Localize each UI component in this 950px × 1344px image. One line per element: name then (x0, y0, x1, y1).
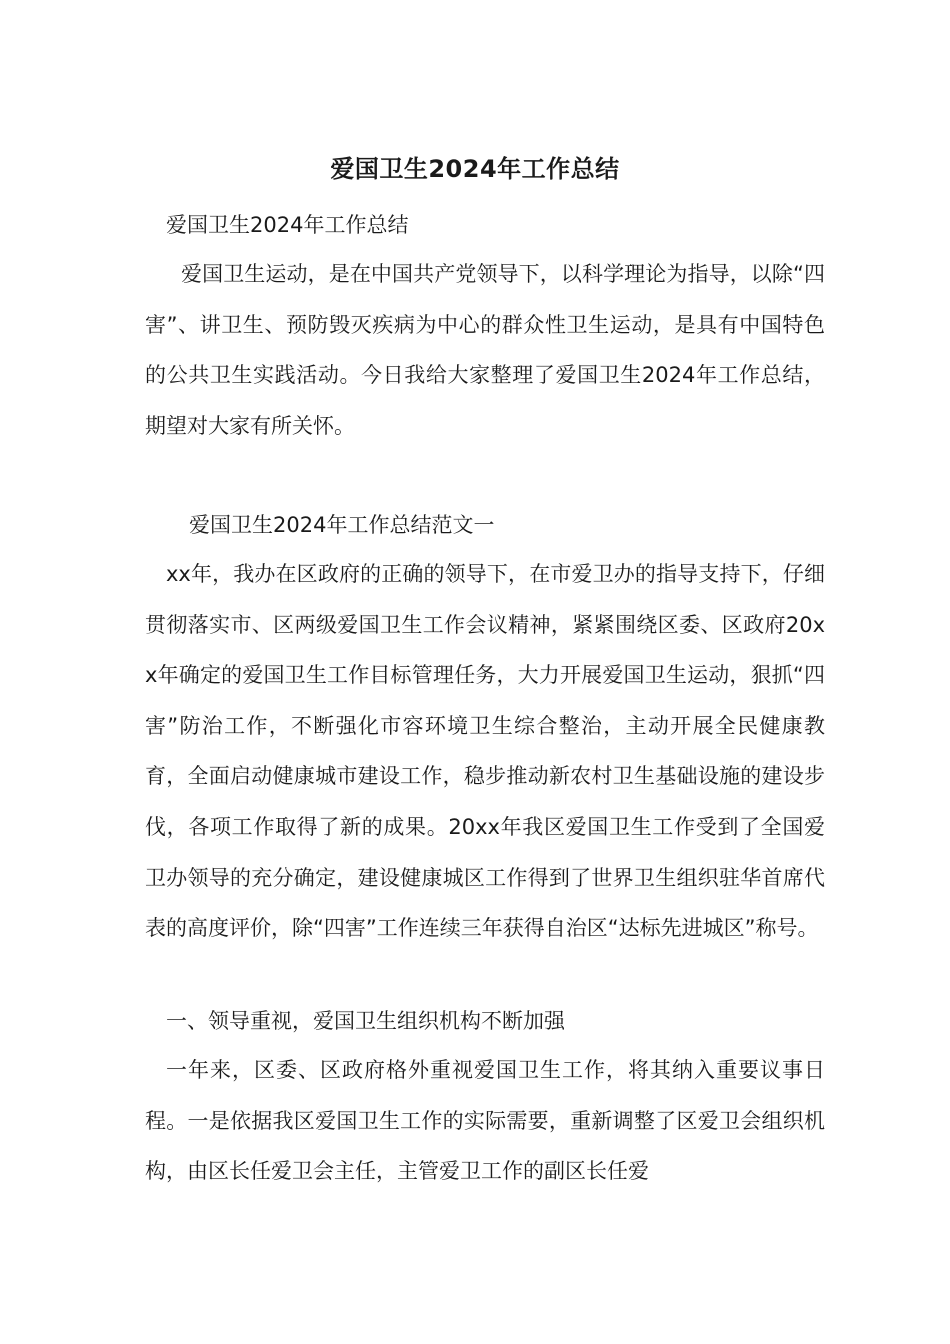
document-title: 爱国卫生2024年工作总结 (330, 155, 620, 183)
sample-heading: 爱国卫生2024年工作总结范文一 (189, 513, 495, 537)
document-subtitle: 爱国卫生2024年工作总结 (166, 213, 409, 237)
intro-paragraph: 爱国卫生运动，是在中国共产党领导下，以科学理论为指导，以除“四害”、讲卫生、预防毁灭疾病为中心的群众性卫生运动，是具有中国特色的公共卫生实践活动。今日我给大家整理了爱国卫生2024年工作总结，期望对大家有所关怀。 (145, 262, 825, 438)
body-paragraph-1: xx年，我办在区政府的正确的领导下，在市爱卫办的指导支持下，仔细贯彻落实市、区两级爱国卫生工作会议精神，紧紧围绕区委、区政府20xx年确定的爱国卫生工作目标管理任务，大力开展爱国卫生运动，狠抓“四害”防治工作，不断强化市容环境卫生综合整治，主动开展全民健康教育，全面启动健康城市建设工作，稳步推动新农村卫生基础设施的建设步伐，各项工作取得了新的成果。20xx年我区爱国卫生工作受到了全国爱卫办领导的充分确定，建设健康城区工作得到了世界卫生组织驻华首席代表的高度评价，除“四害”工作连续三年获得自治区“达标先进城区”称号。 (145, 562, 825, 941)
body-paragraph-2: 一年来，区委、区政府格外重视爱国卫生工作，将其纳入重要议事日程。一是依据我区爱国卫生工作的实际需要，重新调整了区爱卫会组织机构，由区长任爱卫会主任，主管爱卫工作的副区长任爱 (145, 1058, 825, 1184)
section-heading-1: 一、领导重视，爱国卫生组织机构不断加强 (166, 1009, 565, 1033)
